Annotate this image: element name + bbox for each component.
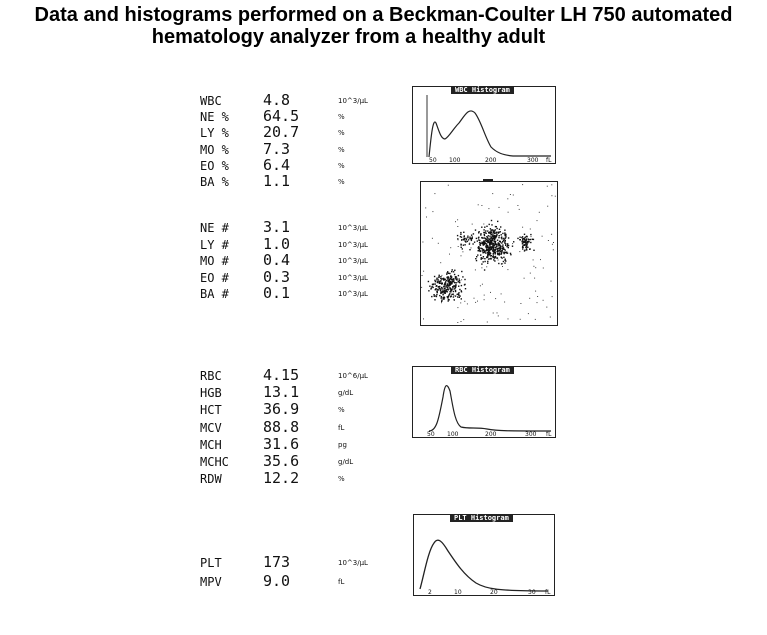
result-unit: % [338,145,345,154]
result-value: 35.6 [263,452,300,470]
plt-histogram [413,514,555,596]
wbc-tick: 50 [429,157,437,164]
wbc-tick: 300 [527,157,539,164]
result-row [200,435,390,451]
rbc-tick: 200 [485,431,497,438]
result-row [200,156,390,172]
result-label: NE # [200,221,229,235]
rbc-histogram-curve [413,367,555,437]
result-row [200,284,390,303]
result-unit: % [338,113,345,122]
result-label: LY % [200,126,229,141]
result-label: MPV [200,575,222,589]
result-unit: % [338,406,345,415]
result-unit: 10^3/µL [338,224,368,232]
title-line-1: Data and histograms performed on a Beckman-Coulter LH 750 automated [34,4,733,26]
result-label: MO % [200,142,229,157]
wbc-histogram [412,86,556,164]
result-row [200,572,390,588]
result-label: MCH [200,437,222,452]
result-unit: % [338,161,345,170]
result-value: 31.6 [263,434,300,453]
result-label: BA # [200,287,229,302]
result-row [200,366,390,382]
rbc-tick: 300 [525,431,537,438]
wbc-tick: fL [546,157,552,164]
result-unit: 10^3/µL [338,257,368,266]
scatter-plot [420,181,558,326]
result-value: 0.4 [263,251,291,270]
result-unit: 10^3/µL [338,559,368,567]
result-value: 64.5 [263,107,300,126]
rbc-tick: fL [546,431,552,438]
rbc-tick: 100 [447,431,459,438]
result-value: 9.0 [263,572,291,590]
result-row [200,553,390,569]
result-value: 4.8 [263,91,291,109]
result-label: MCHC [200,455,229,469]
result-value: 6.4 [263,155,291,174]
result-label: HGB [200,386,222,401]
plt-tick: 20 [490,589,498,596]
rbc-histogram [412,366,556,438]
result-label: HCT [200,403,222,418]
result-unit: % [338,475,345,484]
result-row [200,268,390,284]
result-label: RBC [200,369,222,383]
result-value: 36.9 [263,400,300,419]
result-value: 20.7 [263,123,300,142]
wbc-histogram-title: WBC Histogram [451,86,514,94]
result-row [200,91,390,107]
rbc-histogram-title: RBC Histogram [451,366,514,374]
result-value: 173 [263,553,291,571]
plt-histogram-axis [414,589,554,597]
result-value: 1.0 [263,234,291,253]
wbc-tick: 200 [485,157,497,164]
result-value: 7.3 [263,139,291,158]
result-unit: fL [338,423,345,432]
result-row [200,140,390,156]
result-label: LY # [200,237,229,252]
result-row [200,400,390,419]
result-unit: g/dL [338,458,354,466]
rbc-histogram-axis [413,431,555,439]
result-value: 0.3 [263,267,291,286]
result-label: PLT [200,556,222,570]
result-unit: 10^3/µL [338,97,368,105]
result-row [200,235,390,251]
result-row [200,172,390,188]
result-value: 4.15 [263,366,300,384]
result-label: NE % [200,110,229,125]
plt-tick: 30 [528,589,536,596]
scatter-dots [421,182,557,325]
plt-tick: 10 [454,589,462,596]
result-row [200,251,390,270]
result-row [200,452,390,468]
result-label: BA % [200,175,229,189]
result-value: 3.1 [263,218,291,236]
result-unit: % [338,129,345,138]
plt-tick: fL [545,589,551,596]
result-unit: 10^6/µL [338,372,368,380]
wbc-histogram-axis [413,157,555,165]
result-unit: % [338,178,345,186]
result-value: 12.2 [263,469,300,488]
result-label: EO # [200,270,229,285]
result-row [200,383,390,402]
result-label: EO % [200,158,229,173]
result-value: 1.1 [263,172,291,190]
result-row [200,418,390,434]
result-value: 13.1 [263,383,300,402]
result-row [200,107,390,126]
result-value: 88.8 [263,417,300,436]
result-label: WBC [200,94,222,108]
plt-tick: 2 [428,589,432,596]
result-unit: 10^3/µL [338,240,368,249]
result-unit: g/dL [338,389,354,398]
wbc-histogram-curve [413,87,555,163]
result-row [200,469,390,488]
result-unit: 10^3/µL [338,290,368,299]
result-label: RDW [200,472,222,487]
result-value: 0.1 [263,284,291,303]
result-unit: fL [338,578,345,586]
result-unit: pg [338,440,347,449]
result-row [200,123,390,142]
result-unit: 10^3/µL [338,273,368,282]
wbc-tick: 100 [449,157,461,164]
plt-histogram-title: PLT Histogram [450,514,513,522]
page-title [0,4,767,48]
result-label: MCV [200,420,222,435]
result-label: MO # [200,254,229,269]
rbc-tick: 50 [427,431,435,438]
plt-histogram-curve [414,515,554,595]
result-row [200,218,390,234]
title-line-2: hematology analyzer from a healthy adult [151,26,546,48]
